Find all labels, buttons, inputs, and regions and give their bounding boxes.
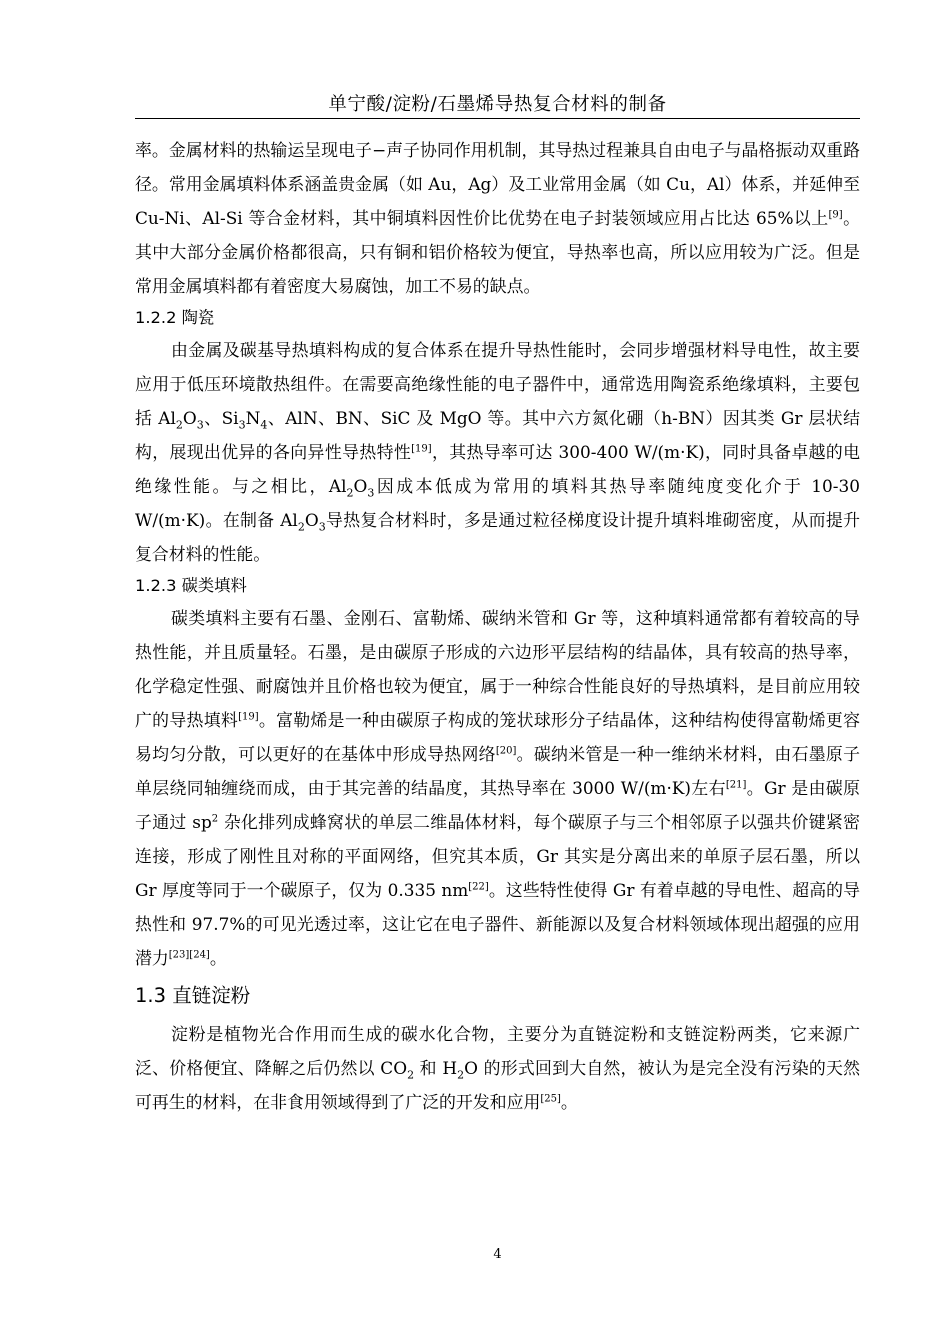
text-run: ，其热导率可达 300-400 W/(m·K)，同时具备卓越的电绝缘性能。与之相比，Al xyxy=(135,442,860,496)
section-heading-1-2-3: 1.2.3 碳类填料 xyxy=(135,576,247,595)
paragraph-carbon-fillers xyxy=(135,601,860,975)
subscript: 4 xyxy=(260,418,268,432)
subscript: 3 xyxy=(238,418,246,432)
text-run: 。富勒烯是一种由碳原子构成的笼状球形分子结晶体，这种结构使得富勒烯更容易均匀分散，可以更好的在基体中形成导热网络 xyxy=(135,710,860,764)
text-run: 碳类填料主要有石墨、金刚石、富勒烯、碳纳米管和 Gr 等，这种填料通常都有着较高的导热性能，并且质量轻。石墨，是由碳原子形成的六边形平层结构的结晶体，具有较高的热导率，化学稳定性强、耐腐蚀并且价格也较为便宜，属于一种综合性能良好的导热填料，是目前应用较广的导热填料 xyxy=(135,608,860,730)
text-run: O xyxy=(353,476,368,496)
text-run: 、AlN、BN、SiC 及 MgO 等。其中六方氮化硼（h-BN）因其类 Gr 层状结构，展现出优异的各向异性导热特性 xyxy=(135,408,860,462)
citation: [19] xyxy=(411,443,432,455)
superscript: 2 xyxy=(211,813,219,825)
text-run: 、Si xyxy=(203,408,239,428)
header-rule xyxy=(135,118,860,119)
text-run: 由金属及碳基导热填料构成的复合体系在提升导热性能时，会同步增强材料导电性，故主要应用于低压环境散热组件。在需要高绝缘性能的电子器件中，通常选用陶瓷系绝缘填料，主要包括 Al xyxy=(135,340,860,428)
page-number: 4 xyxy=(493,1247,502,1262)
text-run: 淀粉是植物光合作用而生成的碳水化合物，主要分为直链淀粉和支链淀粉两类，它来源广泛、价格便宜、降解之后仍然以 CO xyxy=(135,1024,860,1078)
text-run: 因成本低成为常用的填料其热导率随纯度变化介于 10-30 W/(m·K)。在制备 Al xyxy=(135,476,860,530)
subscript: 2 xyxy=(175,418,183,432)
text-run: 。 xyxy=(560,1092,578,1112)
section-heading-1-3: 1.3 直链淀粉 xyxy=(135,984,251,1007)
text-run: O xyxy=(304,510,319,530)
section-heading-1-2-2: 1.2.2 陶瓷 xyxy=(135,308,215,327)
paragraph-starch xyxy=(135,1017,860,1119)
citation: [22] xyxy=(468,881,489,893)
paragraph-metal-fillers xyxy=(135,133,860,303)
text-run: O 的形式回到大自然，被认为是完全没有污染的天然可再生的材料，在非食用领域得到了广泛的开发和应用 xyxy=(135,1058,861,1112)
subscript: 3 xyxy=(318,520,326,534)
document-body xyxy=(135,133,860,1119)
citation: [19] xyxy=(238,711,259,723)
text-run: 。其中大部分金属价格都很高，只有铜和铝价格较为便宜，导热率也高，所以应用较为广泛。但是常用金属填料都有着密度大易腐蚀，加工不易的缺点。 xyxy=(135,208,861,296)
text-run: 。碳纳米管是一种一维纳米材料，由石墨原子单层绕同轴缠绕而成，由于其完善的结晶度，其热导率在 3000 W/(m·K)左右 xyxy=(135,744,861,798)
running-header: 单宁酸/淀粉/石墨烯导热复合材料的制备 xyxy=(328,94,667,115)
citation: [20] xyxy=(495,745,517,757)
citation: [21] xyxy=(725,779,747,791)
text-run: 。这些特性使得 Gr 有着卓越的导电性、超高的导热性和 97.7%的可见光透过率，这让它在电子器件、新能源以及复合材料领域体现出超强的应用潜力 xyxy=(135,880,860,968)
subscript: 2 xyxy=(407,1068,415,1082)
citation: [9] xyxy=(828,209,843,221)
text-run: 杂化排列成蜂窝状的单层二维晶体材料，每个碳原子与三个相邻原子以强共价键紧密连接，形成了刚性且对称的平面网络，但究其本质，Gr 其实是分离出来的单原子层石墨，所以 Gr 厚度等同于一个碳原子，仅为 0.335 nm xyxy=(135,812,860,900)
text-run: 和 H xyxy=(414,1058,458,1078)
subscript: 2 xyxy=(346,486,354,500)
text-run: 。 xyxy=(209,948,227,968)
citation: [25] xyxy=(540,1093,561,1105)
citation: [23][24] xyxy=(168,949,210,961)
text-run: O xyxy=(182,408,197,428)
paragraph-ceramic-fillers xyxy=(135,333,860,571)
subscript: 3 xyxy=(196,418,204,432)
text-run: 导热复合材料时，多是通过粒径梯度设计提升填料堆砌密度，从而提升复合材料的性能。 xyxy=(135,510,860,564)
text-run: 率。金属材料的热输运呈现电子−声子协同作用机制，其导热过程兼具自由电子与晶格振动双重路径。常用金属填料体系涵盖贵金属（如 Au，Ag）及工业常用金属（如 Cu，Al）体系，并延伸至 Cu-Ni、Al-Si 等合金材料，其中铜填料因性价比优势在电子封装领域应用占比达 65%以上 xyxy=(135,140,860,228)
text-run: 。Gr 是由碳原子通过 sp xyxy=(135,778,860,832)
text-run: N xyxy=(245,408,261,428)
subscript: 3 xyxy=(367,486,375,500)
subscript: 2 xyxy=(457,1068,465,1082)
subscript: 2 xyxy=(297,520,305,534)
